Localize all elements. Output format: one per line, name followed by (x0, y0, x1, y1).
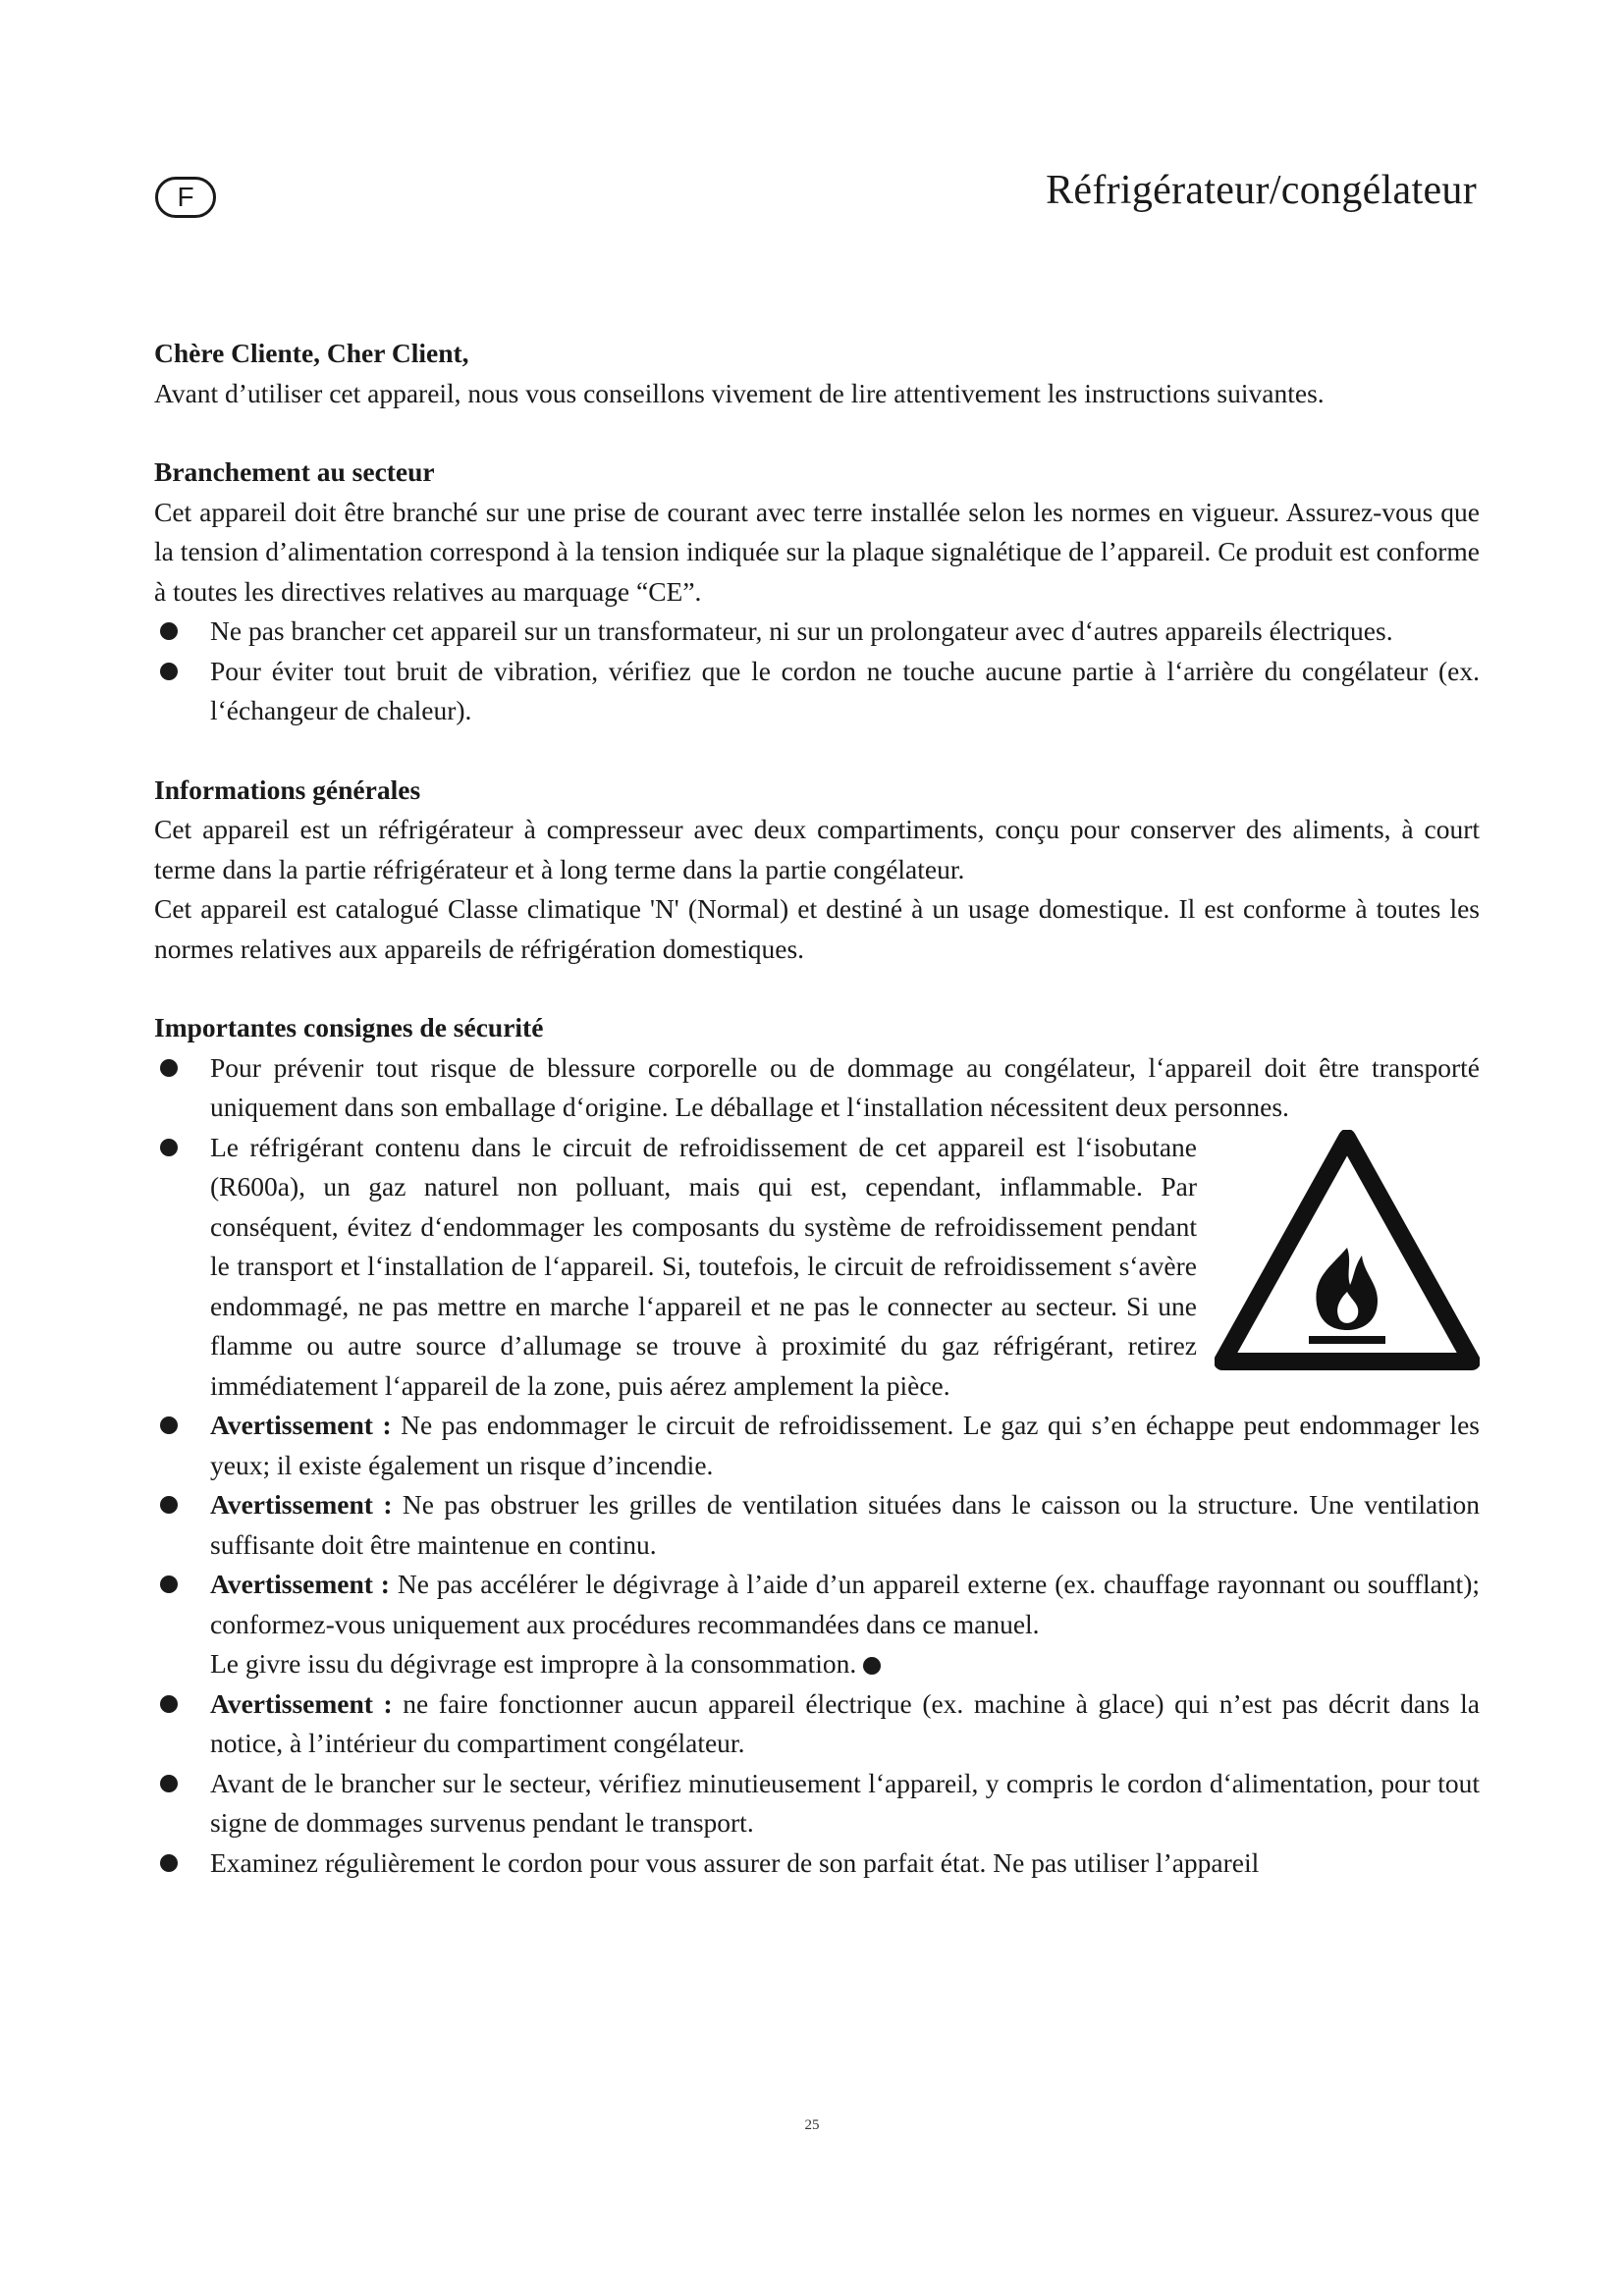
securite-bullet-list-continued (154, 1684, 1480, 1884)
list-item (154, 1128, 1480, 1407)
list-item-text: Pour prévenir tout risque de blessure corporelle ou de dommage au congélateur, l‘appareil doit être transporté uniquement dans son emballage d‘origine. Le déballage et l‘installation nécessitent deux personnes. (210, 1051, 1480, 1122)
list-item-text: Avant de le brancher sur le secteur, vérifiez minutieusement l‘appareil, y compris le cordon d‘alimentation, pour tout signe de dommages survenus pendant le transport. (210, 1767, 1480, 1838)
bullet-dot-icon (160, 1496, 178, 1514)
bullet-dot-icon (160, 1059, 178, 1077)
list-item-text: Ne pas endommager le circuit de refroidissement. Le gaz qui s’en échappe peut endommager les yeux; il existe également un risque d’incendie. (210, 1410, 1480, 1480)
list-item (154, 1843, 1480, 1884)
warning-label: Avertissement : (210, 1569, 390, 1599)
bullet-dot-icon (160, 1416, 178, 1434)
list-item (154, 1684, 1480, 1764)
defrost-note (154, 1644, 1480, 1684)
bullet-dot-icon (863, 1657, 881, 1675)
list-item-text: Ne pas obstruer les grilles de ventilation situées dans le caisson ou la structure. Une ventilation suffisante doit être maintenue en continu. (210, 1489, 1480, 1560)
list-item-text: Le réfrigérant contenu dans le circuit de refroidissement de cet appareil est l‘isobutane (R600a), un gaz naturel non polluant, mais qui est, cependant, inflammable. Par conséquent, évitez d‘endommager les composants du système de refroidissement pendant le transport et l‘installation de l‘appareil. Si, toutefois, le circuit de refroidissement s‘avère endommagé, ne pas mettre en marche l‘appareil et ne pas le connecter au secteur. Si une flamme ou autre source d’allumage se trouve à proximité du gaz réfrigérant, retirez immédiatement l‘appareil de la zone, puis aérez amplement la pièce. (210, 1131, 1197, 1401)
list-item (154, 1764, 1480, 1843)
list-item (154, 1565, 1480, 1644)
document-title: Réfrigérateur/congélateur (1046, 168, 1477, 213)
bullet-dot-icon (160, 1775, 178, 1792)
informations-section (154, 771, 1480, 970)
list-item (154, 1048, 1480, 1128)
branchement-section (154, 453, 1480, 731)
defrost-note-text: Le givre issu du dégivrage est impropre à la consommation. (210, 1648, 857, 1679)
warning-label: Avertissement : (210, 1489, 393, 1520)
branchement-paragraph: Cet appareil doit être branché sur une prise de courant avec terre installée selon les normes en vigueur. Assurez-vous que la tension d’alimentation correspond à la tension indiquée sur la plaque signalétique de l’appareil. Ce produit est conforme à toutes les directives relatives au marquage “CE”. (154, 496, 1480, 607)
securite-heading: Importantes consignes de sécurité (154, 1012, 544, 1042)
intro-section (154, 334, 1480, 413)
greeting-heading: Chère Cliente, Cher Client, (154, 338, 469, 368)
language-code: F (177, 182, 194, 212)
warning-label: Avertissement : (210, 1687, 393, 1719)
informations-heading: Informations générales (154, 774, 421, 805)
list-item (154, 1485, 1480, 1565)
warning-label: Avertissement : (210, 1410, 392, 1440)
informations-paragraph: Cet appareil est catalogué Classe climatique 'N' (Normal) et destiné à un usage domestique. Il est conforme à toutes les normes relatives aux appareils de réfrigération domestiques. (154, 893, 1480, 964)
list-item (154, 612, 1480, 652)
bullet-dot-icon (160, 1139, 178, 1156)
list-item (154, 652, 1480, 731)
page-number: 25 (804, 2117, 820, 2133)
bullet-dot-icon (160, 1695, 178, 1713)
list-item-text: Pour éviter tout bruit de vibration, vérifiez que le cordon ne touche aucune partie à l‘arrière du congélateur (ex. l‘échangeur de chaleur). (210, 655, 1480, 725)
flammable-warning-icon (1215, 1130, 1480, 1375)
list-item-text: Examinez régulièrement le cordon pour vous assurer de son parfait état. Ne pas utiliser l’appareil (210, 1846, 1260, 1878)
document-body (154, 334, 1480, 1922)
list-item (154, 1406, 1480, 1485)
securite-section (154, 1008, 1480, 1883)
branchement-heading: Branchement au secteur (154, 456, 435, 487)
list-item-text: ne faire fonctionner aucun appareil électrique (ex. machine à glace) qui n’est pas décrit dans la notice, à l’intérieur du compartiment congélateur. (210, 1687, 1480, 1758)
branchement-bullet-list (154, 612, 1480, 731)
bullet-dot-icon (160, 622, 178, 640)
bullet-dot-icon (160, 1854, 178, 1872)
bullet-dot-icon (160, 663, 178, 680)
list-item-text: Ne pas accélérer le dégivrage à l’aide d’un appareil externe (ex. chauffage rayonnant ou soufflant); conformez-vous uniquement aux procédures recommandées dans ce manuel. (210, 1569, 1480, 1639)
informations-paragraph: Cet appareil est un réfrigérateur à compresseur avec deux compartiments, conçu pour conserver des aliments, à court terme dans la partie réfrigérateur et à long terme dans la partie congélateur. (154, 814, 1480, 884)
language-badge (155, 177, 216, 218)
list-item-text: Ne pas brancher cet appareil sur un transformateur, ni sur un prolongateur avec d‘autres appareils électriques. (210, 615, 1393, 646)
intro-paragraph: Avant d’utiliser cet appareil, nous vous conseillons vivement de lire attentivement les instructions suivantes. (154, 377, 1325, 408)
securite-bullet-list (154, 1048, 1480, 1645)
bullet-dot-icon (160, 1575, 178, 1593)
